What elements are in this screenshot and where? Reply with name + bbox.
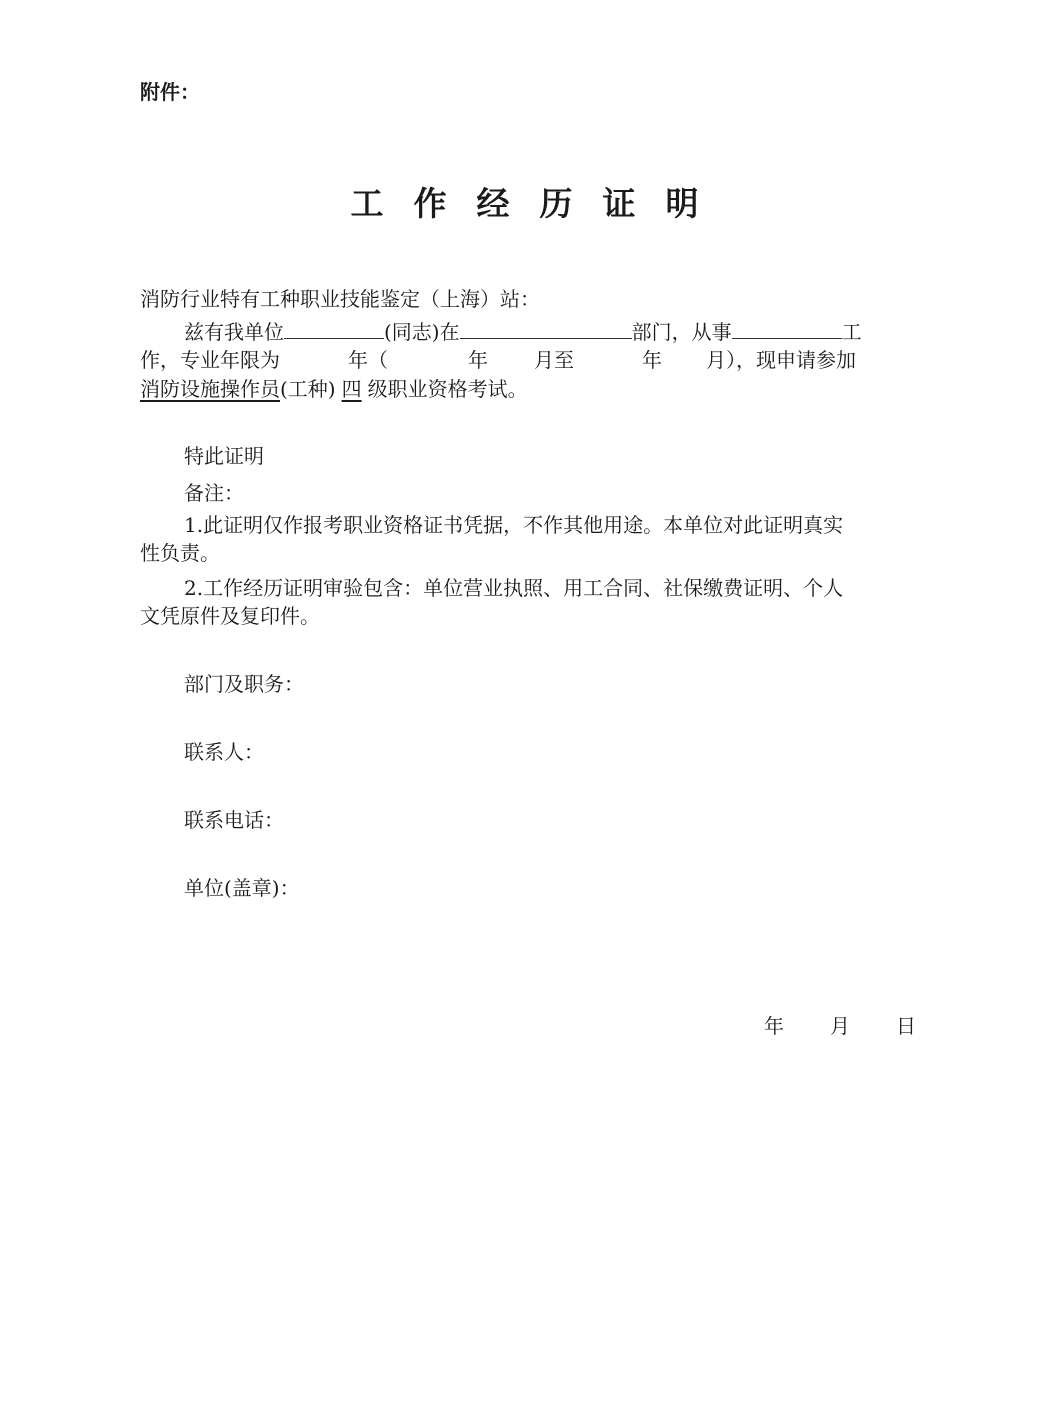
attachment-label: 附件： [140,80,200,104]
remark-2-line-2: 文凭原件及复印件。 [140,604,320,628]
body-text: (同志)在 [384,320,460,344]
body-text: 部门，从事 [631,320,732,344]
body-text: 年 [642,348,662,372]
addressee: 消防行业特有工种职业技能鉴定（上海）站： [140,287,540,311]
remarks-label: 备注： [184,481,244,505]
job-type: 消防设施操作员 [140,377,280,401]
certify-text: 特此证明 [184,444,264,468]
blank-department [460,318,632,339]
document-title: 工作经历证明 [350,184,729,223]
date-year: 年 [764,1014,784,1038]
body-line-1 [184,318,862,346]
level: 四 [341,377,362,401]
phone-label: 联系电话： [184,808,284,832]
contact-label: 联系人： [184,740,264,764]
body-line-3 [140,375,528,403]
body-text: 年 [468,348,488,372]
remark-1-line-1: 1.此证明仅作报考职业资格证书凭据，不作其他用途。本单位对此证明真实 [184,513,844,537]
unit-seal-label: 单位(盖章)： [184,876,300,900]
body-text: 工 [841,320,862,344]
body-text: 级职业资格考试。 [367,377,528,401]
body-text: (工种) [280,377,336,401]
blank-name [284,318,384,339]
body-text: 兹有我单位 [184,320,284,344]
date-day: 日 [896,1014,916,1038]
remark-1-line-2: 性负责。 [140,541,220,565]
body-text: 作，专业年限为 [140,348,280,372]
blank-work [732,318,842,339]
body-line-2 [140,346,856,374]
body-text: 月至 [534,348,574,372]
remark-2-line-1: 2.工作经历证明审验包含：单位营业执照、用工合同、社保缴费证明、个人 [184,576,844,600]
dept-position-label: 部门及职务： [184,672,304,696]
body-text: 年（ [348,348,388,372]
body-text: 月），现申请参加 [706,348,856,372]
date-month: 月 [830,1014,850,1038]
